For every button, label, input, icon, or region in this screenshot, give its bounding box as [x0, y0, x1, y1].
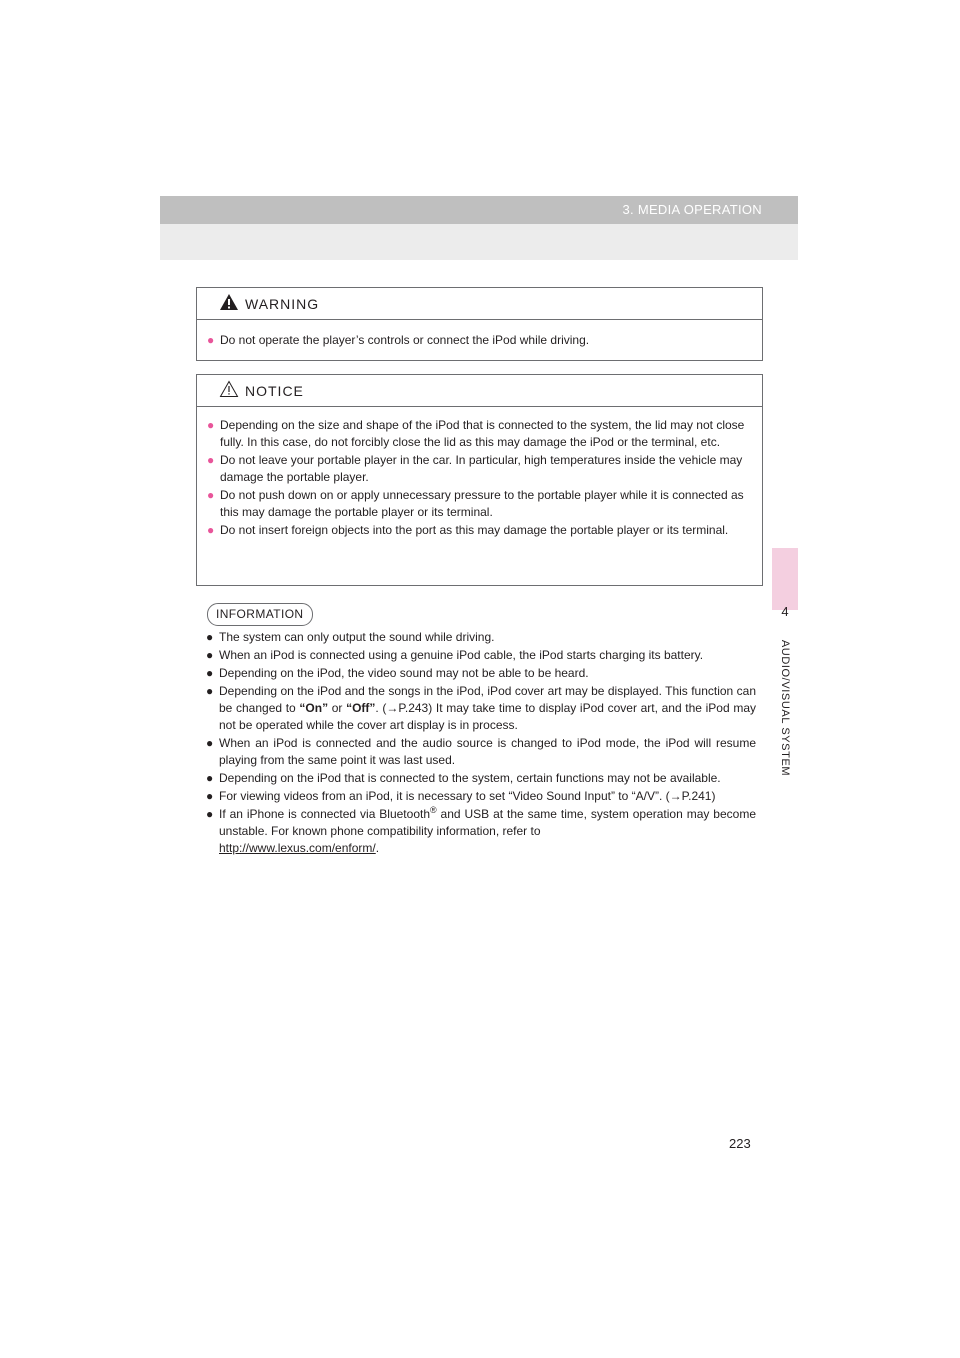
list-item	[197, 452, 752, 486]
warning-list	[197, 332, 752, 350]
bullet-icon: ●	[207, 453, 215, 467]
information-label: INFORMATION	[207, 603, 313, 626]
list-item	[196, 806, 756, 857]
warning-title: WARNING	[245, 296, 320, 312]
notice-item-text: Depending on the size and shape of the iPod that is connected to the system, the lid may not close fully. In this case, do not forcibly close the lid as this may damage the iPod or the terminal, etc.	[220, 418, 745, 449]
bullet-icon: ●	[207, 523, 215, 537]
on-option: “On”	[299, 701, 329, 715]
notice-item-text: Do not insert foreign objects into the port as this may damage the portable player or its terminal.	[220, 523, 729, 537]
registered-mark: ®	[430, 805, 437, 815]
list-item	[196, 683, 756, 734]
info-item-text: When an iPod is connected using a genuine iPod cable, the iPod starts charging its battery.	[219, 648, 704, 662]
list-item	[197, 522, 752, 539]
bullet-icon: ●	[207, 333, 215, 347]
list-item	[196, 665, 756, 682]
notice-item-text: Do not push down on or apply unnecessary pressure to the portable player while it is connected as this may damage the portable player or its terminal.	[220, 488, 744, 519]
section-title: 3. MEDIA OPERATION	[622, 202, 762, 217]
list-item	[196, 735, 756, 769]
chapter-number: 4	[781, 604, 789, 619]
bullet-icon: ●	[206, 630, 214, 644]
warning-box	[196, 287, 763, 361]
bullet-icon: ●	[206, 684, 214, 698]
list-item	[196, 629, 756, 646]
bullet-icon: ●	[207, 418, 215, 432]
info-item-text: When an iPod is connected and the audio source is changed to iPod mode, the iPod will resume playing from the same point it was last used.	[219, 736, 756, 767]
notice-header	[197, 375, 762, 407]
bullet-icon: ●	[206, 789, 214, 803]
info-item-text: .	[375, 841, 380, 855]
list-item	[197, 417, 752, 451]
bullet-icon: ●	[206, 648, 214, 662]
info-item-text: and USB at the same time, system operation may become unstable. For known phone compatibility information, refer to	[219, 807, 756, 838]
list-item	[196, 647, 756, 664]
caution-triangle-icon	[219, 380, 239, 398]
chapter-tab[interactable]	[772, 548, 798, 610]
info-item-text: The system can only output the sound while driving.	[219, 630, 495, 644]
notice-list	[197, 417, 752, 540]
list-item	[197, 487, 752, 521]
notice-item-text: Do not leave your portable player in the car. In particular, high temperatures inside the vehicle may damage the portable player.	[220, 453, 743, 484]
notice-box	[196, 374, 763, 586]
chapter-label: AUDIO/VISUAL SYSTEM	[779, 639, 791, 777]
list-item	[196, 788, 756, 805]
bullet-icon: ●	[206, 807, 214, 821]
warning-header	[197, 288, 762, 320]
info-item-text: . (→P.243) It may take time to display iPod cover art, and the iPod may not be operated while the cover art display is in process.	[219, 701, 756, 732]
info-item-text: If an iPhone is connected via Bluetooth	[219, 807, 430, 821]
enform-link[interactable]: http://www.lexus.com/enform/	[219, 841, 376, 855]
info-item-text: Depending on the iPod that is connected to the system, certain functions may not be available.	[219, 771, 721, 785]
bullet-icon: ●	[206, 666, 214, 680]
bullet-icon: ●	[206, 771, 214, 785]
header-band	[160, 196, 798, 224]
info-item-text: Depending on the iPod and the songs in the iPod, iPod cover art may be displayed. This function can be changed to	[219, 684, 756, 715]
header-sub-band	[160, 224, 798, 260]
list-item	[197, 332, 752, 349]
off-option: “Off”	[346, 701, 376, 715]
page-number: 223	[729, 1136, 751, 1151]
information-list	[196, 629, 756, 858]
bullet-icon: ●	[207, 488, 215, 502]
warning-item-text: Do not operate the player’s controls or connect the iPod while driving.	[220, 333, 590, 347]
list-item	[196, 770, 756, 787]
info-item-text: Depending on the iPod, the video sound may not be able to be heard.	[219, 666, 589, 680]
info-item-text: or	[328, 701, 347, 715]
notice-title: NOTICE	[245, 383, 304, 399]
bullet-icon: ●	[206, 736, 214, 750]
info-item-text: For viewing videos from an iPod, it is necessary to set “Video Sound Input” to “A/V”. (→P.241)	[219, 789, 716, 803]
warning-triangle-icon	[219, 293, 239, 311]
